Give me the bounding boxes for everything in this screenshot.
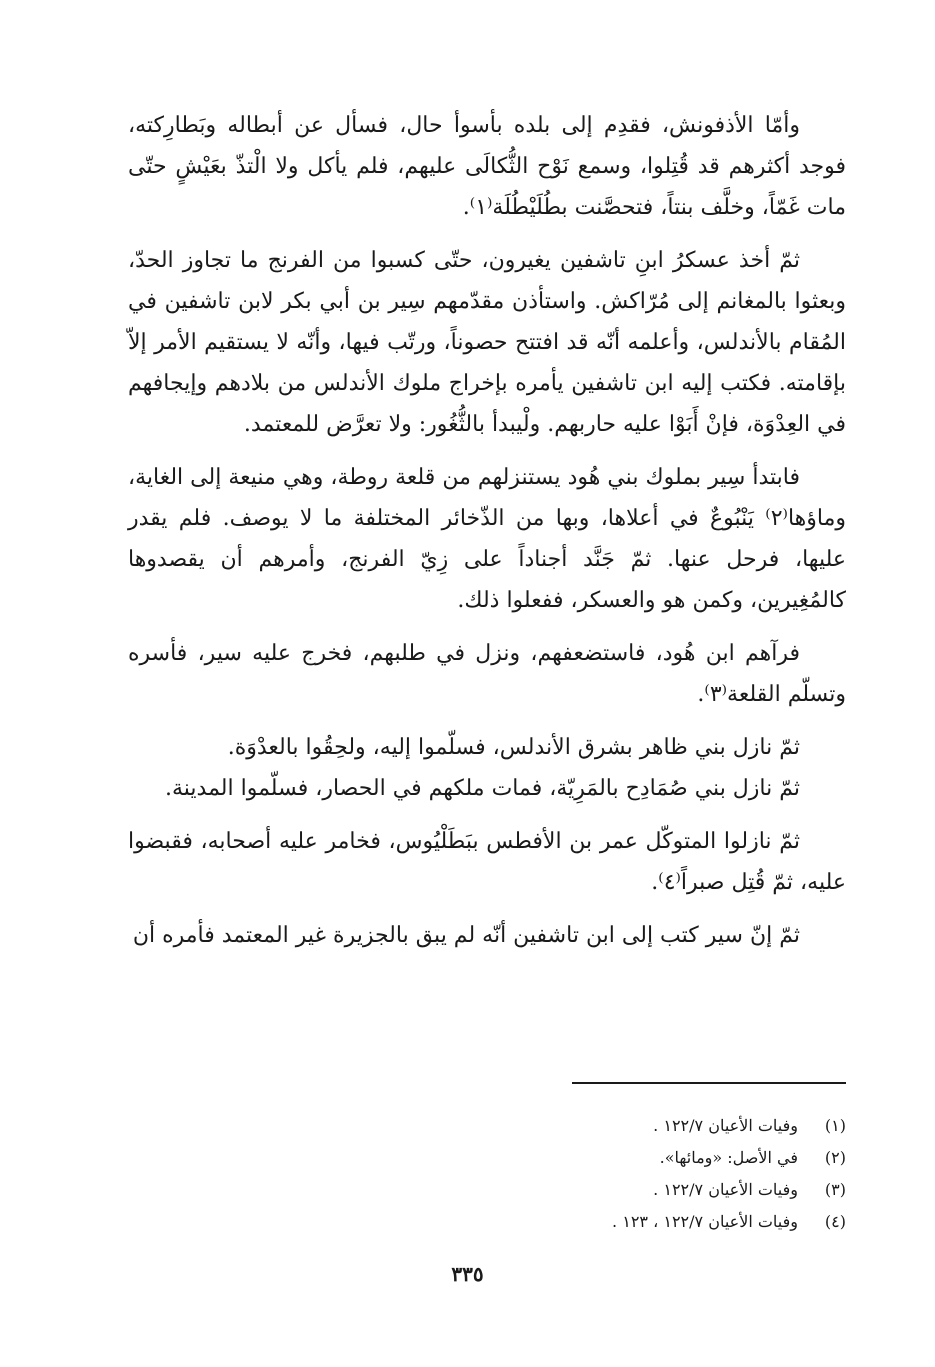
paragraph-3: فابتدأ سِير بملوك بني هُود يستنزلهم من قلعة روطة، وهي منيعة إلى الغاية، وماؤها⁽٢⁾ يَنْبُوعٌ في أعلاها، وبها من الذّخائر المختلفة ما لا يوصف. فلم يقدر عليها، فرحل عنها. ثمّ جَنَّد أجناداً على زِيّ الفرنج، وأمرهم أن يقصدوها كالمُغِيرين، وكمن هو والعسكر، ففعلوا ذلك. [128, 465, 846, 613]
paragraph-2: ثمّ أخذ عسكرُ ابنِ تاشفين يغيرون، حتّى كسبوا من الفرنج ما تجاوز الحدّ، وبعثوا بالمغانم إلى مُرّاكش. واستأذن مقدّمهم سِير بن أبي بكر لابن تاشفين في المُقام بالأندلس، وأعلمه أنّه قد افتتح حصوناً، ورتّب فيها، وأنّه لا يستقيم الأمر إلاّ بإقامته. فكتب إليه ابن تاشفين يأمره بإخراج ملوك الأندلس من بلادهم وإيجافهم في العِدْوَة، فإنْ أَبَوْا عليه حاربهم. ولْيبدأ بالثُّغُور: ولا تعرَّض للمعتمد. [128, 248, 846, 437]
footnote-item [300, 1174, 846, 1206]
footnote-text: وفيات الأعيان ١٢٢/٧ . [653, 1116, 798, 1135]
footnote-number: (٣) [824, 1180, 846, 1199]
paragraph-7: ثمّ نازلوا المتوكّل عمر بن الأفطس ببَطَلْيُوس، فخامر عليه أصحابه، فقبضوا عليه، ثمّ قُتِل صبراً⁽٤⁾. [128, 829, 846, 895]
paragraph-1: وأمّا الأذفونش، فقدِم إلى بلده بأسوأ حال، فسأل عن أبطاله وبَطارِكته، فوجد أكثرهم قد قُتِلوا، وسمع نَوْح الثُّكالَى عليهم، فلم يأكل ولا الْتذّ بعَيْشٍ حتّى مات غَمّاً، وخلَّف بنتاً، فتحصَّنت بطُلَيْطُلَة⁽١⁾. [128, 113, 846, 220]
footnote-number: (١) [824, 1116, 846, 1135]
paragraph-8: ثمّ إنّ سير كتب إلى ابن تاشفين أنّه لم يبق بالجزيرة غير المعتمد فأمره أن [132, 923, 800, 948]
footnote-item [300, 1110, 846, 1142]
footnote-text: وفيات الأعيان ١٢٢/٧ ، ١٢٣ . [612, 1212, 798, 1231]
footnotes [300, 1110, 846, 1238]
paragraph-4: فرآهم ابن هُود، فاستضعفهم، ونزل في طلبهم، فخرج عليه سير، فأسره وتسلّم القلعة⁽٣⁾. [128, 641, 846, 707]
footnote-separator [572, 1082, 846, 1084]
footnote-text: في الأصل: «ومائها». [659, 1148, 798, 1167]
footnote-item [300, 1142, 846, 1174]
paragraph-5: ثمّ نازل بني ظاهر بشرق الأندلس، فسلّموا إليه، ولحِقُوا بالعدْوَة. [227, 735, 800, 760]
page-number: ٣٣٥ [451, 1262, 484, 1286]
footnote-number: (٢) [824, 1148, 846, 1167]
body-text [128, 105, 846, 968]
footnote-number: (٤) [824, 1212, 846, 1231]
paragraph-6: ثمّ نازل بني صُمَادِح بالمَرِيّة، فمات ملكهم في الحصار، فسلّموا المدينة. [164, 776, 800, 801]
footnote-item [300, 1206, 846, 1238]
footnote-text: وفيات الأعيان ١٢٢/٧ . [653, 1180, 798, 1199]
